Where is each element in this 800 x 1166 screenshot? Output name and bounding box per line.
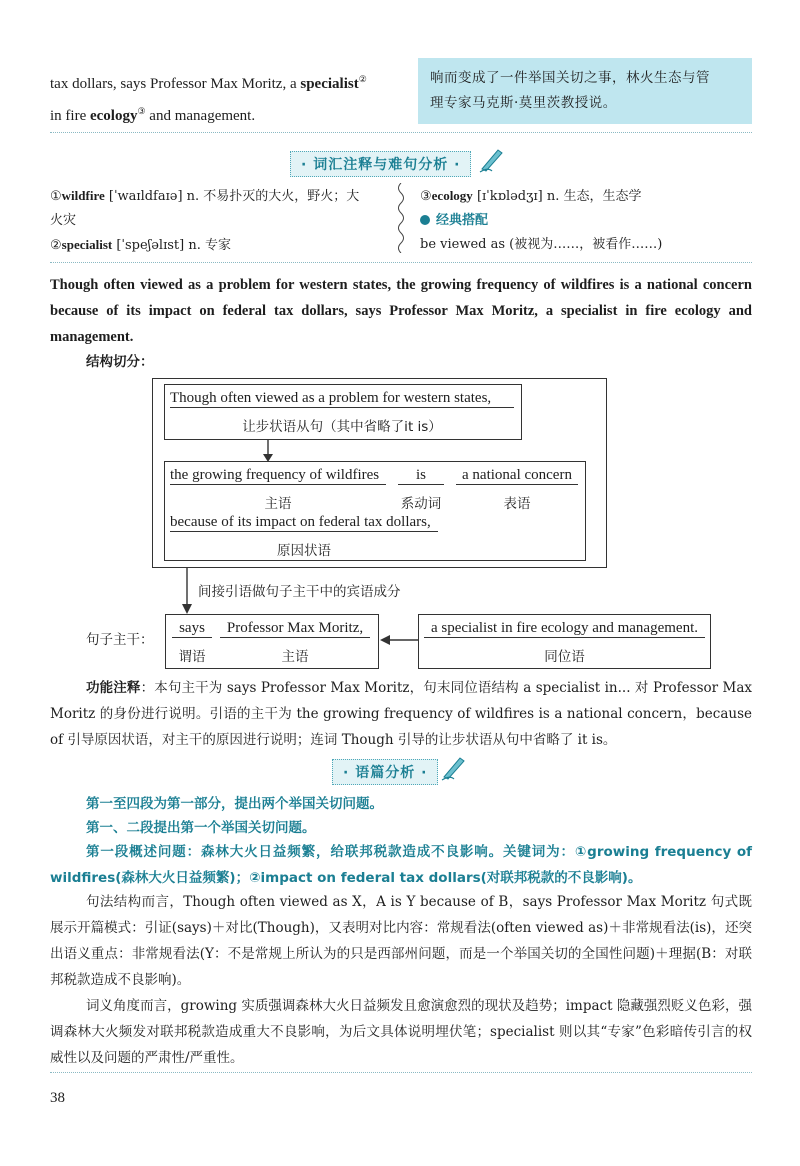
subject-english: the growing frequency of wildfires <box>170 467 386 485</box>
appositive-english: a specialist in fire ecology and management. <box>424 620 705 638</box>
predicative-label: 表语 <box>503 496 531 512</box>
divider <box>50 1072 752 1073</box>
arrow-down-icon <box>262 440 274 462</box>
cause-english: because of its impact on federal tax dollars, <box>170 514 438 532</box>
professor-label: 主语 <box>281 649 309 665</box>
arrow-down-icon <box>181 568 193 614</box>
syntax-analysis-paragraph: 句法结构而言，Though often viewed as X，A is Y because of B，says Professor Max Moritz 句式既展示开篇模式：引证(says)＋对比(Though)，又表明对比内容：常规看法(often viewed as)＋非常规看法(is)，还突出语义重点：非常规看法(Y：不是常规上所认为的只是西部州问题，而是一个举国关切的全国性问题)＋理据(B：对联邦税款造成不良影响)。 <box>50 894 752 988</box>
concessive-english: Though often viewed as a problem for western states, <box>170 390 514 408</box>
lexical-analysis-paragraph: 词义角度而言，growing 实质强调森林大火日益频发且愈演愈烈的现状及趋势；impact 隐藏强烈贬义色彩，强调森林大火频发对联邦税款造成重大不良影响，为后文具体说明埋伏笔；specialist 则以其“专家”色彩暗传引言的权威性以及问题的严肃性/严重性。 <box>50 998 752 1066</box>
bullet-icon <box>420 215 430 225</box>
linking-verb-english: is <box>398 467 444 485</box>
pen-icon <box>440 753 468 781</box>
professor-english: Professor Max Moritz, <box>220 620 370 638</box>
page-number: 38 <box>50 1090 65 1106</box>
discourse-section-banner: · 语篇分析 · <box>332 759 438 785</box>
key-sentence: Though often viewed as a problem for western states, the growing frequency of wildfires is a national concern because of its impact on federal tax dollars, says Professor Max Moritz, a specialist in fire ecology and management. <box>50 277 752 345</box>
vocab-item-ecology: ③ecology [ɪˈkɒlədʒɪ] n. 生态，生态学 <box>420 188 642 204</box>
divider <box>50 132 752 133</box>
says-label: 谓语 <box>178 649 206 665</box>
appositive-label: 同位语 <box>544 649 585 665</box>
collocation-heading: 经典搭配 <box>420 209 750 233</box>
main-clause-label: 句子主干： <box>86 632 154 648</box>
collocation-item: be viewed as (被视为……，被看作……) <box>420 237 663 252</box>
function-note: 功能注释：本句主干为 says Professor Max Moritz，句末同位语结构 a specialist in... 对 Professor Max Moritz 的身份进行说明。引语的主干为 the growing frequency of wildfires is a national concern，because of 引导原因状语，对主干的原因进行说明；连词 Though 引导的让步状语从句中省略了 it is。 <box>50 680 753 748</box>
top-english-text: tax dollars, says Professor Max Moritz, a specialist② in fire ecology③ and management. <box>50 74 367 124</box>
says-english: says <box>172 620 212 638</box>
linking-verb-label: 系动词 <box>400 496 442 512</box>
vocab-item-wildfire: ①wildfire [ˈwaɪldfaɪə] n. 不易扑灭的大火，野火；大 <box>50 188 360 204</box>
subject-label: 主语 <box>264 496 292 512</box>
arrow-left-icon <box>380 634 418 646</box>
vocab-left-column: ①wildfire [ˈwaɪldfaɪə] n. 不易扑灭的大火，野火；大 火灾 ②specialist [ˈspeʃəlɪst] n. 专家 <box>50 184 390 258</box>
cause-label: 原因状语 <box>277 543 331 559</box>
arrow-note: 间接引语做句子主干中的宾语成分 <box>198 584 401 600</box>
pen-icon <box>478 145 506 173</box>
divider <box>50 262 752 263</box>
vocab-item-specialist: ②specialist [ˈspeʃəlɪst] n. 专家 <box>50 237 231 253</box>
discourse-keywords: 第一段概述问题：森林大火日益频繁，给联邦税款造成不良影响。关键词为：①growing frequency of wildfires(森林大火日益频繁)；②impact on federal tax dollars(对联邦税款的不良影响)。 <box>50 844 752 886</box>
vocab-section-banner: · 词汇注释与难句分析 · <box>290 151 471 177</box>
vocab-right-column <box>420 184 750 257</box>
discourse-subheading: 第一、二段提出第一个举国关切问题。 <box>86 820 316 836</box>
discourse-part-heading: 第一至四段为第一部分，提出两个举国关切问题。 <box>86 796 383 812</box>
predicative-english: a national concern <box>456 467 578 485</box>
column-separator <box>396 183 406 253</box>
top-translation-box: 响而变成了一件举国关切之事，林火生态与管 理专家马克斯·莫里茨教授说。 <box>418 58 752 124</box>
concessive-label: 让步状语从句（其中省略了it is） <box>242 419 442 435</box>
structure-label: 结构切分： <box>86 354 154 370</box>
